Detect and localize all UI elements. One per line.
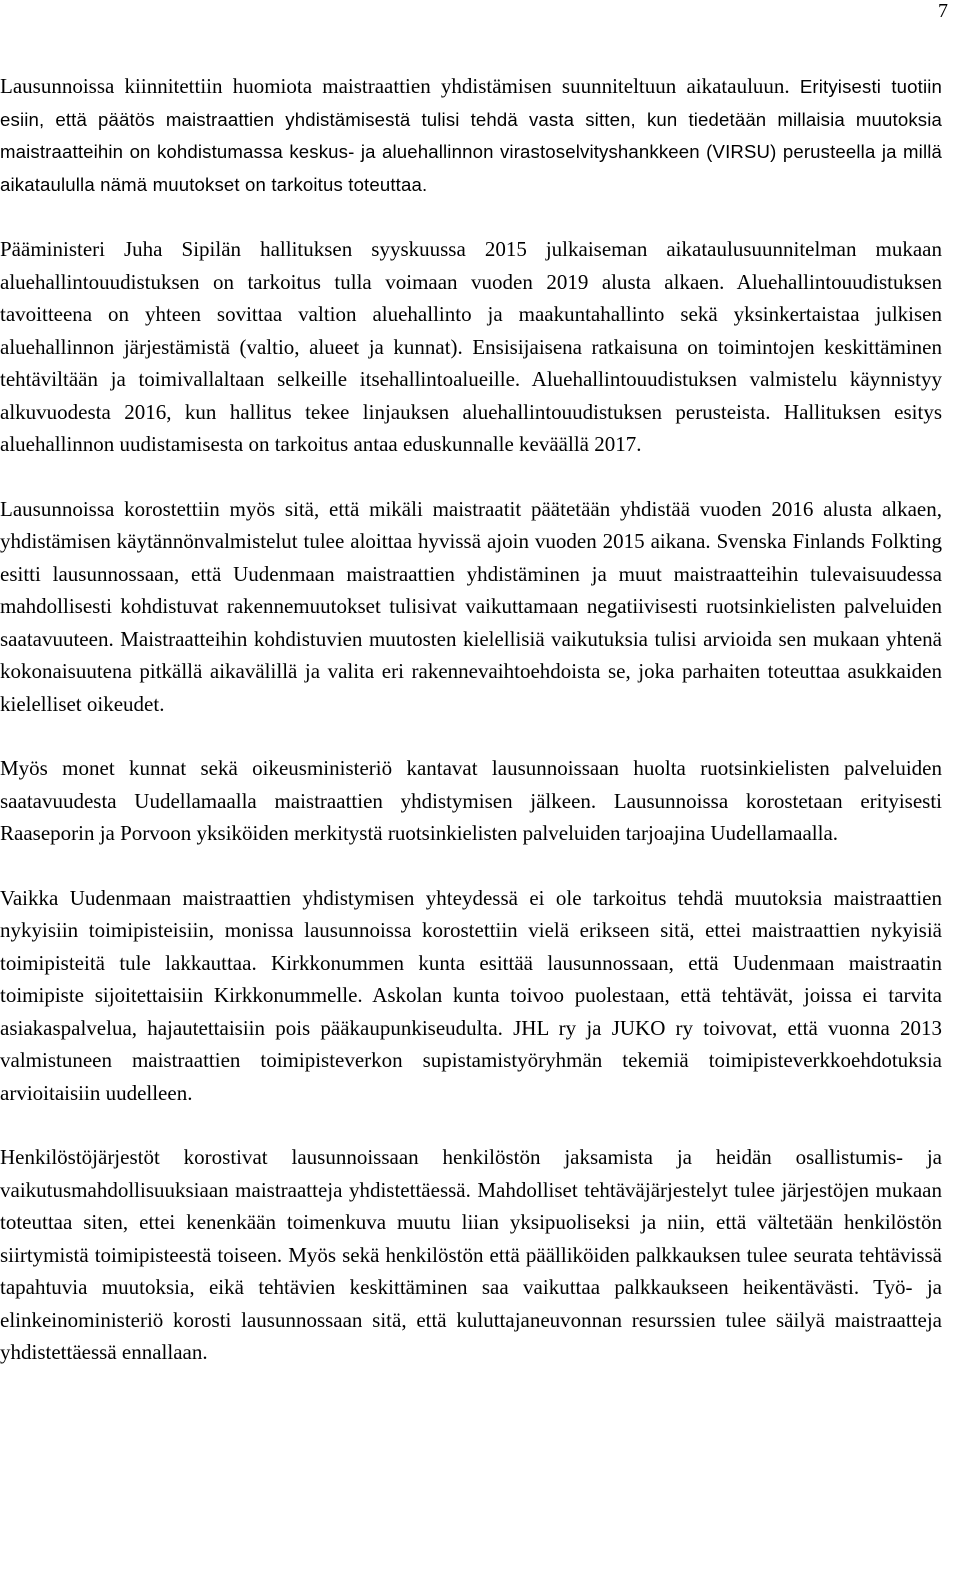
paragraph-personnel: Henkilöstöjärjestöt korostivat lausunnoissaan henkilöstön jaksamista ja heidän osallistumis- ja vaikutusmahdollisuuksiaan maistraatteja yhdistettäessä. Mahdolliset tehtäväjärjestelyt tulee järjestöjen mukaan toteuttaa siten, ettei kenenkään toimenkuva muutu liian yksipuoliseksi ja niin, että vältetään henkilöstön siirtymistä toimipisteestä toiseen. Myös sekä henkilöstön että päälliköiden palkkauksen tulee seurata tehtävissä tapahtuvia muutoksia, eikä tehtävien keskittäminen saa vaikuttaa palkkaukseen heikentävästi. Työ- ja elinkeinoministeriö korosti lausunnossaan sitä, että kuluttajaneuvonnan resurssien tulee säilyä maistraatteja yhdistettäessä ennallaan. xyxy=(0,1145,942,1364)
paragraph-office-locations: Vaikka Uudenmaan maistraattien yhdistymisen yhteydessä ei ole tarkoitus tehdä muutoksia maistraattien nykyisiin toimipisteisiin, monissa lausunnoissa korostettiin vielä erikseen sitä, ettei maistraattien nykyisiä toimipisteitä tule lakkauttaa. Kirkkonummen kunta esittää lausunnossaan, että Uudenmaan maistraatin toimipiste sijoitettaisiin Kirkkonummelle. Askolan kunta toivoo puolestaan, että tehtävät, joissa ei tarvita asiakaspalvelua, hajautettaisiin pois pääkaupunkiseudulta. JHL ry ja JUKO ry toivovat, että vuonna 2013 valmistuneen maistraattien toimipisteverkon supistamistyöryhmän tekemiä toimipisteverkkoehdotuksia arvioitaisiin uudelleen. xyxy=(0,885,942,1105)
paragraph-schedule-concerns xyxy=(0,70,942,201)
page-number: 7 xyxy=(938,0,948,22)
paragraph-merger-preparation: Lausunnoissa korostettiin myös sitä, että mikäli maistraatit päätetään yhdistää vuoden 2016 alusta alkaen, yhdistämisen käytännönvalmistelut tulee aloittaa hyvissä ajoin vuoden 2015 aikana. Svenska Finlands Folkting esitti lausunnossaan, että Uudenmaan maistraattien yhdistäminen ja muut maistraatteihin tulevaisuudessa mahdollisesti kohdistuvat rakennemuutokset tulisivat vaikuttamaan negatiivisesti ruotsinkielisten palveluiden saatavuuteen. Maistraatteihin kohdistuvien muutosten kielellisiä vaikutuksia tulisi arvioida sen mukaan yhtenä kokonaisuutena pitkällä aikavälillä ja valita eri rakennevaihtoehdoista se, joka parhaiten toteuttaa asukkaiden kielelliset oikeudet. xyxy=(0,496,942,716)
paragraph-regional-reform: Pääministeri Juha Sipilän hallituksen syyskuussa 2015 julkaiseman aikataulusuunnitelman mukaan aluehallintouudistuksen on tarkoitus tulla voimaan vuoden 2019 alusta alkaen. Aluehallintouudistuksen tavoitteena on yhteen sovittaa valtion aluehallinto ja maakuntahallinto sekä yksinkertaistaa julkisen aluehallinnon järjestämistä (valtio, alueet ja kunnat). Ensisijaisena ratkaisuna on toimintojen keskittäminen tehtäviltään ja toimivallaltaan selkeille itsehallintoalueille. Aluehallintouudistuksen valmistelu käynnistyy alkuvuodesta 2016, kun hallitus tekee linjauksen aluehallintouudistuksen perusteista. Hallituksen esitys aluehallinnon uudistamisesta on tarkoitus antaa eduskunnalle keväällä 2017. xyxy=(0,237,942,456)
paragraph-lead-text: Lausunnoissa kiinnitettiin huomiota maistraattien yhdistämisen suunniteltuun aikatauluun. xyxy=(0,74,800,98)
paragraph-swedish-services: Myös monet kunnat sekä oikeusministeriö kantavat lausunnoissaan huolta ruotsinkielisten palveluiden saatavuudesta Uudellamaalla maistraattien yhdistymisen jälkeen. Lausunnoissa korostetaan erityisesti Raaseporin ja Porvoon yksiköiden merkitystä ruotsinkielisten palveluiden tarjoajina Uudellamaalla. xyxy=(0,756,942,845)
document-body xyxy=(0,70,942,1401)
paragraph-sans-text: Erityisesti tuotiin esiin, että päätös maistraattien yhdistämisestä tulisi tehdä vasta sitten, kun tiedetään millaisia muutoksia maistraatteihin on kohdistumassa keskus- ja aluehallinnon virastoselvityshankkeen (VIRSU) perusteella ja millä aikataululla nämä muutokset on tarkoitus toteuttaa. xyxy=(0,76,943,195)
